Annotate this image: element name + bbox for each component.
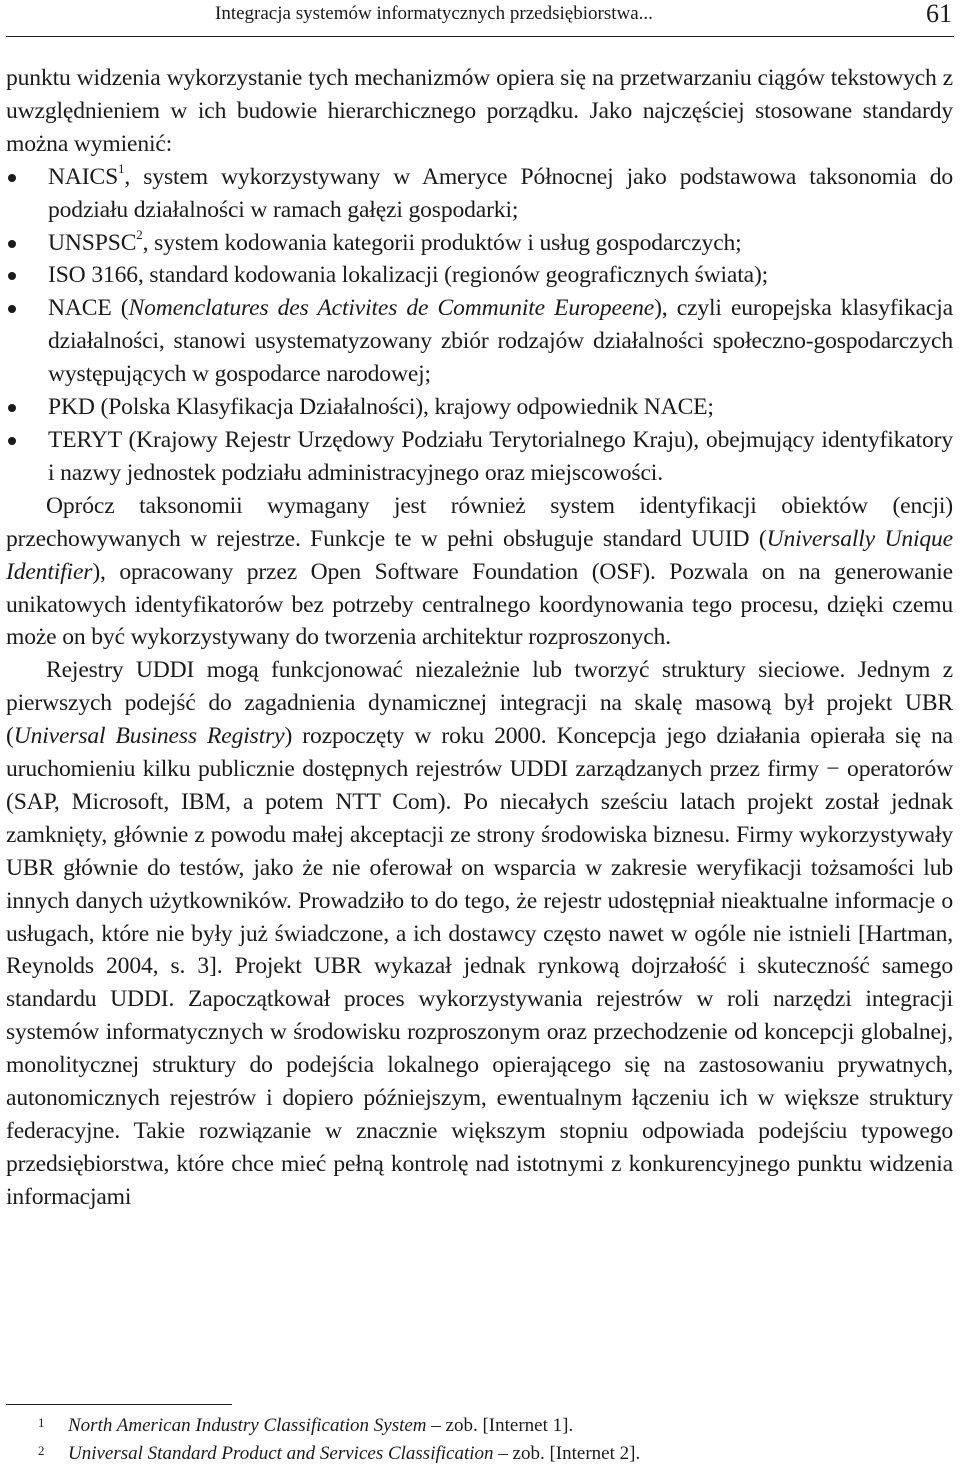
- list-item: [6, 259, 953, 292]
- paragraph-italic: Universal Business Registry: [13, 723, 285, 750]
- bullet-icon: [8, 404, 16, 412]
- list-item-term: NAICS: [48, 163, 119, 190]
- uuid-paragraph: [6, 490, 953, 655]
- footnote-number: 1: [38, 1415, 45, 1430]
- footnote-italic: North American Industry Classification System: [68, 1415, 427, 1436]
- intro-paragraph: punktu widzenia wykorzystanie tych mechanizmów opiera się na przetwarzaniu ciągów tekstowych z uwzględnieniem w ich budowie hierarchicznego porządku. Jako najczęściej stosowane standardy można wymienić:: [6, 65, 953, 157]
- footnote-number: 2: [38, 1443, 45, 1458]
- running-header: [6, 0, 954, 37]
- paragraph-text: Oprócz taksonomii wymagany jest również system identyfikacji obiektów (encji) przechowywanych w rejestrze. Funkcje te w pełni obsługuje standard UUID (: [6, 492, 953, 552]
- running-title: Integracja systemów informatycznych przedsiębiorstwa...: [215, 3, 653, 24]
- bullet-icon: [8, 240, 16, 248]
- bullet-icon: [8, 174, 16, 182]
- list-item: [6, 292, 953, 391]
- footnote: [6, 1440, 953, 1468]
- paragraph-text: ) rozpoczęty w roku 2000. Koncepcja jego działania opierała się na uruchomieniu kilku publicznie dostępnych rejestrów UDDI zarządzanych przez firmy − operatorów (SAP, Microsoft, IBM, a potem NTT Com). Po niecałych sześciu latach projekt został jednak zamknięty, głównie z powodu małej akceptacji ze strony środowiska biznesu. Firmy wykorzystywały UBR głównie do testów, jako że nie oferował on wsparcia w zakresie weryfikacji tożsamości lub innych danych użytkowników. Prowadziło to do tego, że rejestr udostępniał nieaktualne informacje o usługach, które nie były już świadczone, a ich dostawcy często nawet w ogóle nie istnieli [Hartman, Reynolds 2004, s. 3]. Projekt UBR wykazał jednak rynkową dojrzałość i skuteczność samego standardu UDDI. Zapoczątkował proces wykorzystywania rejestrów w roli narzędzi integracji systemów informatycznych w środowisku rozproszonym oraz przechodzenie od koncepcji globalnej, monolitycznej struktury do podejścia lokalnego opierającego się na zastosowaniu prywatnych, autonomicznych rejestrów i dopiero późniejszym, ewentualnym łączeniu ich w większe struktury federacyjne. Takie rozwiązanie w znacznie większym stopniu odpowiada podejściu typowego przedsiębiorstwa, które chce mieć pełną kontrolę nad istotnymi z konkurencyjnego punktu widzenia informacjami: [6, 723, 953, 1210]
- list-item: [6, 424, 953, 490]
- footnote-text: – zob. [Internet 1].: [426, 1415, 574, 1436]
- footnote-divider: [6, 1404, 232, 1405]
- list-item-text: TERYT (Krajowy Rejestr Urzędowy Podziału Terytorialnego Kraju), obejmujący identyfikatory i nazwy jednostek podziału administracyjnego oraz miejscowości.: [48, 426, 953, 486]
- uddi-paragraph: [6, 654, 953, 1213]
- list-item-term: UNSPSC: [48, 229, 137, 256]
- bullet-icon: [8, 305, 16, 313]
- footnote-italic: Universal Standard Product and Services Classification: [68, 1443, 494, 1464]
- list-item-text: , system wykorzystywany w Ameryce Północnej jako podstawowa taksonomia do podziału działalności w ramach gałęzi gospodarki;: [48, 163, 953, 223]
- list-item: [6, 391, 953, 424]
- list-item-text: , system kodowania kategorii produktów i usług gospodarczych;: [142, 229, 742, 256]
- body-text: [6, 62, 953, 1214]
- footnotes: [6, 1412, 953, 1468]
- paragraph-italic: Universally Unique Identifier: [6, 525, 954, 585]
- list-item-italic: Nomenclatures des Activites de Communite Europeene: [128, 295, 655, 322]
- footnote-ref[interactable]: 1: [118, 160, 125, 176]
- bullet-icon: [8, 272, 16, 280]
- standards-list: [6, 161, 953, 490]
- footnote: [6, 1412, 953, 1440]
- list-item-text: NACE (: [48, 295, 129, 322]
- paragraph-text: ), opracowany przez Open Software Foundation (OSF). Pozwala on na generowanie unikatowych identyfikatorów bez potrzeby centralnego koordynowania tego procesu, dzięki czemu może on być wykorzystywany do tworzenia architektur rozproszonych.: [6, 558, 953, 651]
- list-item: [6, 227, 953, 260]
- page-number: 61: [926, 0, 952, 28]
- footnote-text: – zob. [Internet 2].: [493, 1443, 641, 1464]
- list-item-text: ), czyli europejska klasyfikacja działalności, stanowi usystematyzowany zbiór rodzajów działalności społeczno-gospodarczych występujących w gospodarce narodowej;: [48, 295, 953, 388]
- bullet-icon: [8, 437, 16, 445]
- list-item-text: PKD (Polska Klasyfikacja Działalności), krajowy odpowiednik NACE;: [48, 394, 714, 421]
- list-item-text: ISO 3166, standard kodowania lokalizacji (regionów geograficznych świata);: [48, 262, 769, 289]
- paragraph-text: Rejestry UDDI mogą funkcjonować niezależnie lub tworzyć struktury sieciowe. Jednym z pierwszych podejść do zagadnienia dynamicznej integracji na skalę masową był projekt UBR (: [6, 657, 953, 750]
- footnote-ref[interactable]: 2: [136, 226, 143, 242]
- list-item: [6, 161, 953, 227]
